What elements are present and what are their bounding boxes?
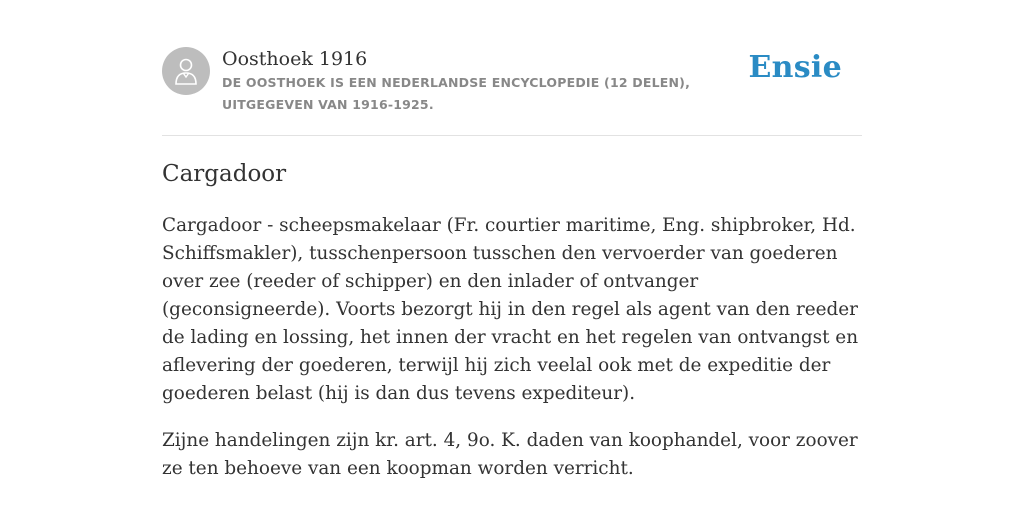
- brand-logo[interactable]: Ensie: [748, 50, 842, 85]
- source-description: DE OOSTHOEK IS EEN NEDERLANDSE ENCYCLOPEDIE (12 DELEN), UITGEGEVEN VAN 1916-1925.: [222, 75, 691, 112]
- article-paragraph: Zijne handelingen zijn kr. art. 4, 9o. K. daden van koophandel, voor zoover ze ten behoeve van een koopman worden verricht.: [162, 430, 858, 479]
- article-title: Cargadoor: [162, 161, 287, 187]
- source-header: [162, 44, 862, 136]
- source-avatar[interactable]: [162, 47, 210, 95]
- article-paragraph: Cargadoor - scheepsmakelaar (Fr. courtier maritime, Eng. shipbroker, Hd. Schiffsmakler), tusschenpersoon tusschen den vervoerder van goederen over zee (reeder of schipper) en den inlader of ontvanger (geconsigneerde). Voorts bezorgt hij in den regel als agent van den reeder de lading en lossing, het innen der vracht en het regelen van ontvangst en aflevering der goederen, terwijl hij zich veelal ook met de expeditie der goederen belast (hij is dan dus tevens expediteur).: [162, 215, 859, 404]
- source-name[interactable]: Oosthoek 1916: [222, 48, 368, 70]
- article-body: [162, 212, 867, 502]
- header-divider: [162, 135, 862, 136]
